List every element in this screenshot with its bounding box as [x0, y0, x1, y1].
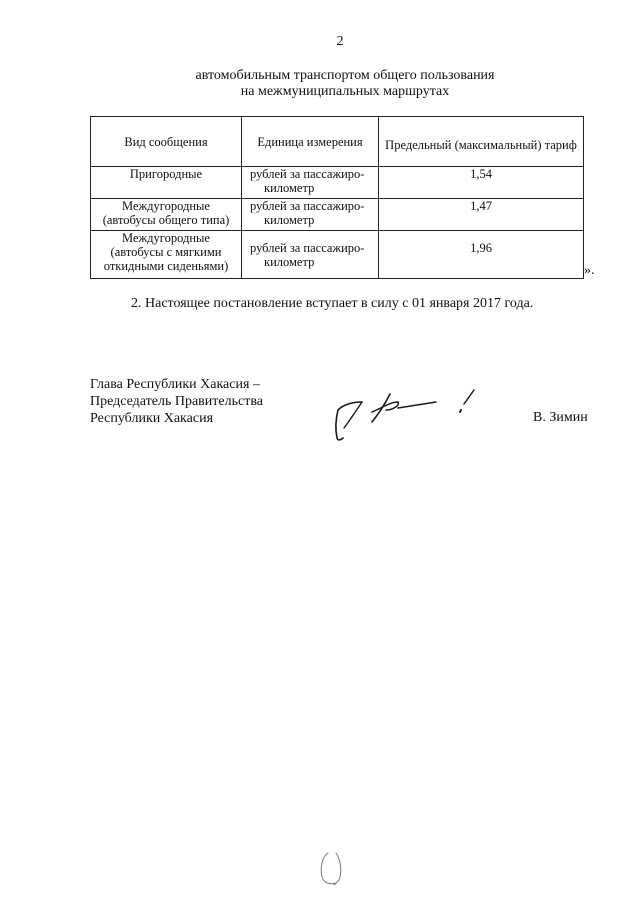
tariff-table — [90, 116, 584, 279]
table-heading-line-1: автомобильным транспортом общего пользования — [195, 68, 495, 83]
row-unit-line: километр — [264, 181, 315, 195]
row-kind-line: (автобусы с мягкими — [110, 245, 222, 259]
row-unit-line: рублей за пассажиро- — [250, 167, 365, 181]
table-row — [91, 199, 584, 231]
signatory-line: Республики Хакасия — [90, 411, 214, 426]
closing-quote: ». — [584, 263, 595, 278]
signatory-line: Глава Республики Хакасия – — [90, 377, 260, 392]
row-kind-line: Пригородные — [129, 167, 203, 181]
row-kind — [91, 167, 242, 199]
signatory-line: Председатель Правительства — [90, 394, 263, 409]
row-kind-line: Междугородные — [122, 231, 210, 245]
row-kind — [91, 231, 242, 279]
row-unit-line: рублей за пассажиро- — [250, 241, 365, 255]
header-tariff: Предельный (максимальный) тариф — [379, 117, 584, 167]
row-unit — [242, 167, 379, 199]
row-kind-line: откидными сиденьями) — [103, 259, 229, 273]
clause-effective-date: 2. Настоящее постановление вступает в силу с 01 января 2017 года. — [131, 296, 534, 311]
header-unit: Единица измерения — [242, 117, 379, 167]
row-unit-line: рублей за пассажиро- — [250, 199, 365, 213]
table-row — [91, 231, 584, 279]
row-unit — [242, 199, 379, 231]
table-header-row — [91, 117, 584, 167]
row-kind — [91, 199, 242, 231]
row-unit-line: километр — [264, 213, 315, 227]
row-tariff-value: 1,96 — [379, 231, 584, 279]
row-tariff-value: 1,54 — [379, 167, 584, 199]
row-unit-line: километр — [264, 255, 315, 269]
row-tariff-value: 1,47 — [379, 199, 584, 231]
row-unit — [242, 231, 379, 279]
signatory-name: В. Зимин — [533, 410, 588, 425]
table-row — [91, 167, 584, 199]
row-kind-line: Междугородные — [122, 199, 210, 213]
handwritten-signature — [328, 388, 478, 448]
stamp-mark — [314, 849, 350, 889]
page-number: 2 — [336, 34, 344, 49]
signatory-title — [90, 376, 263, 427]
row-kind-line: (автобусы общего типа) — [102, 213, 230, 227]
header-kind: Вид сообщения — [91, 117, 242, 167]
table-heading-line-2: на межмуниципальных маршрутах — [240, 84, 450, 99]
